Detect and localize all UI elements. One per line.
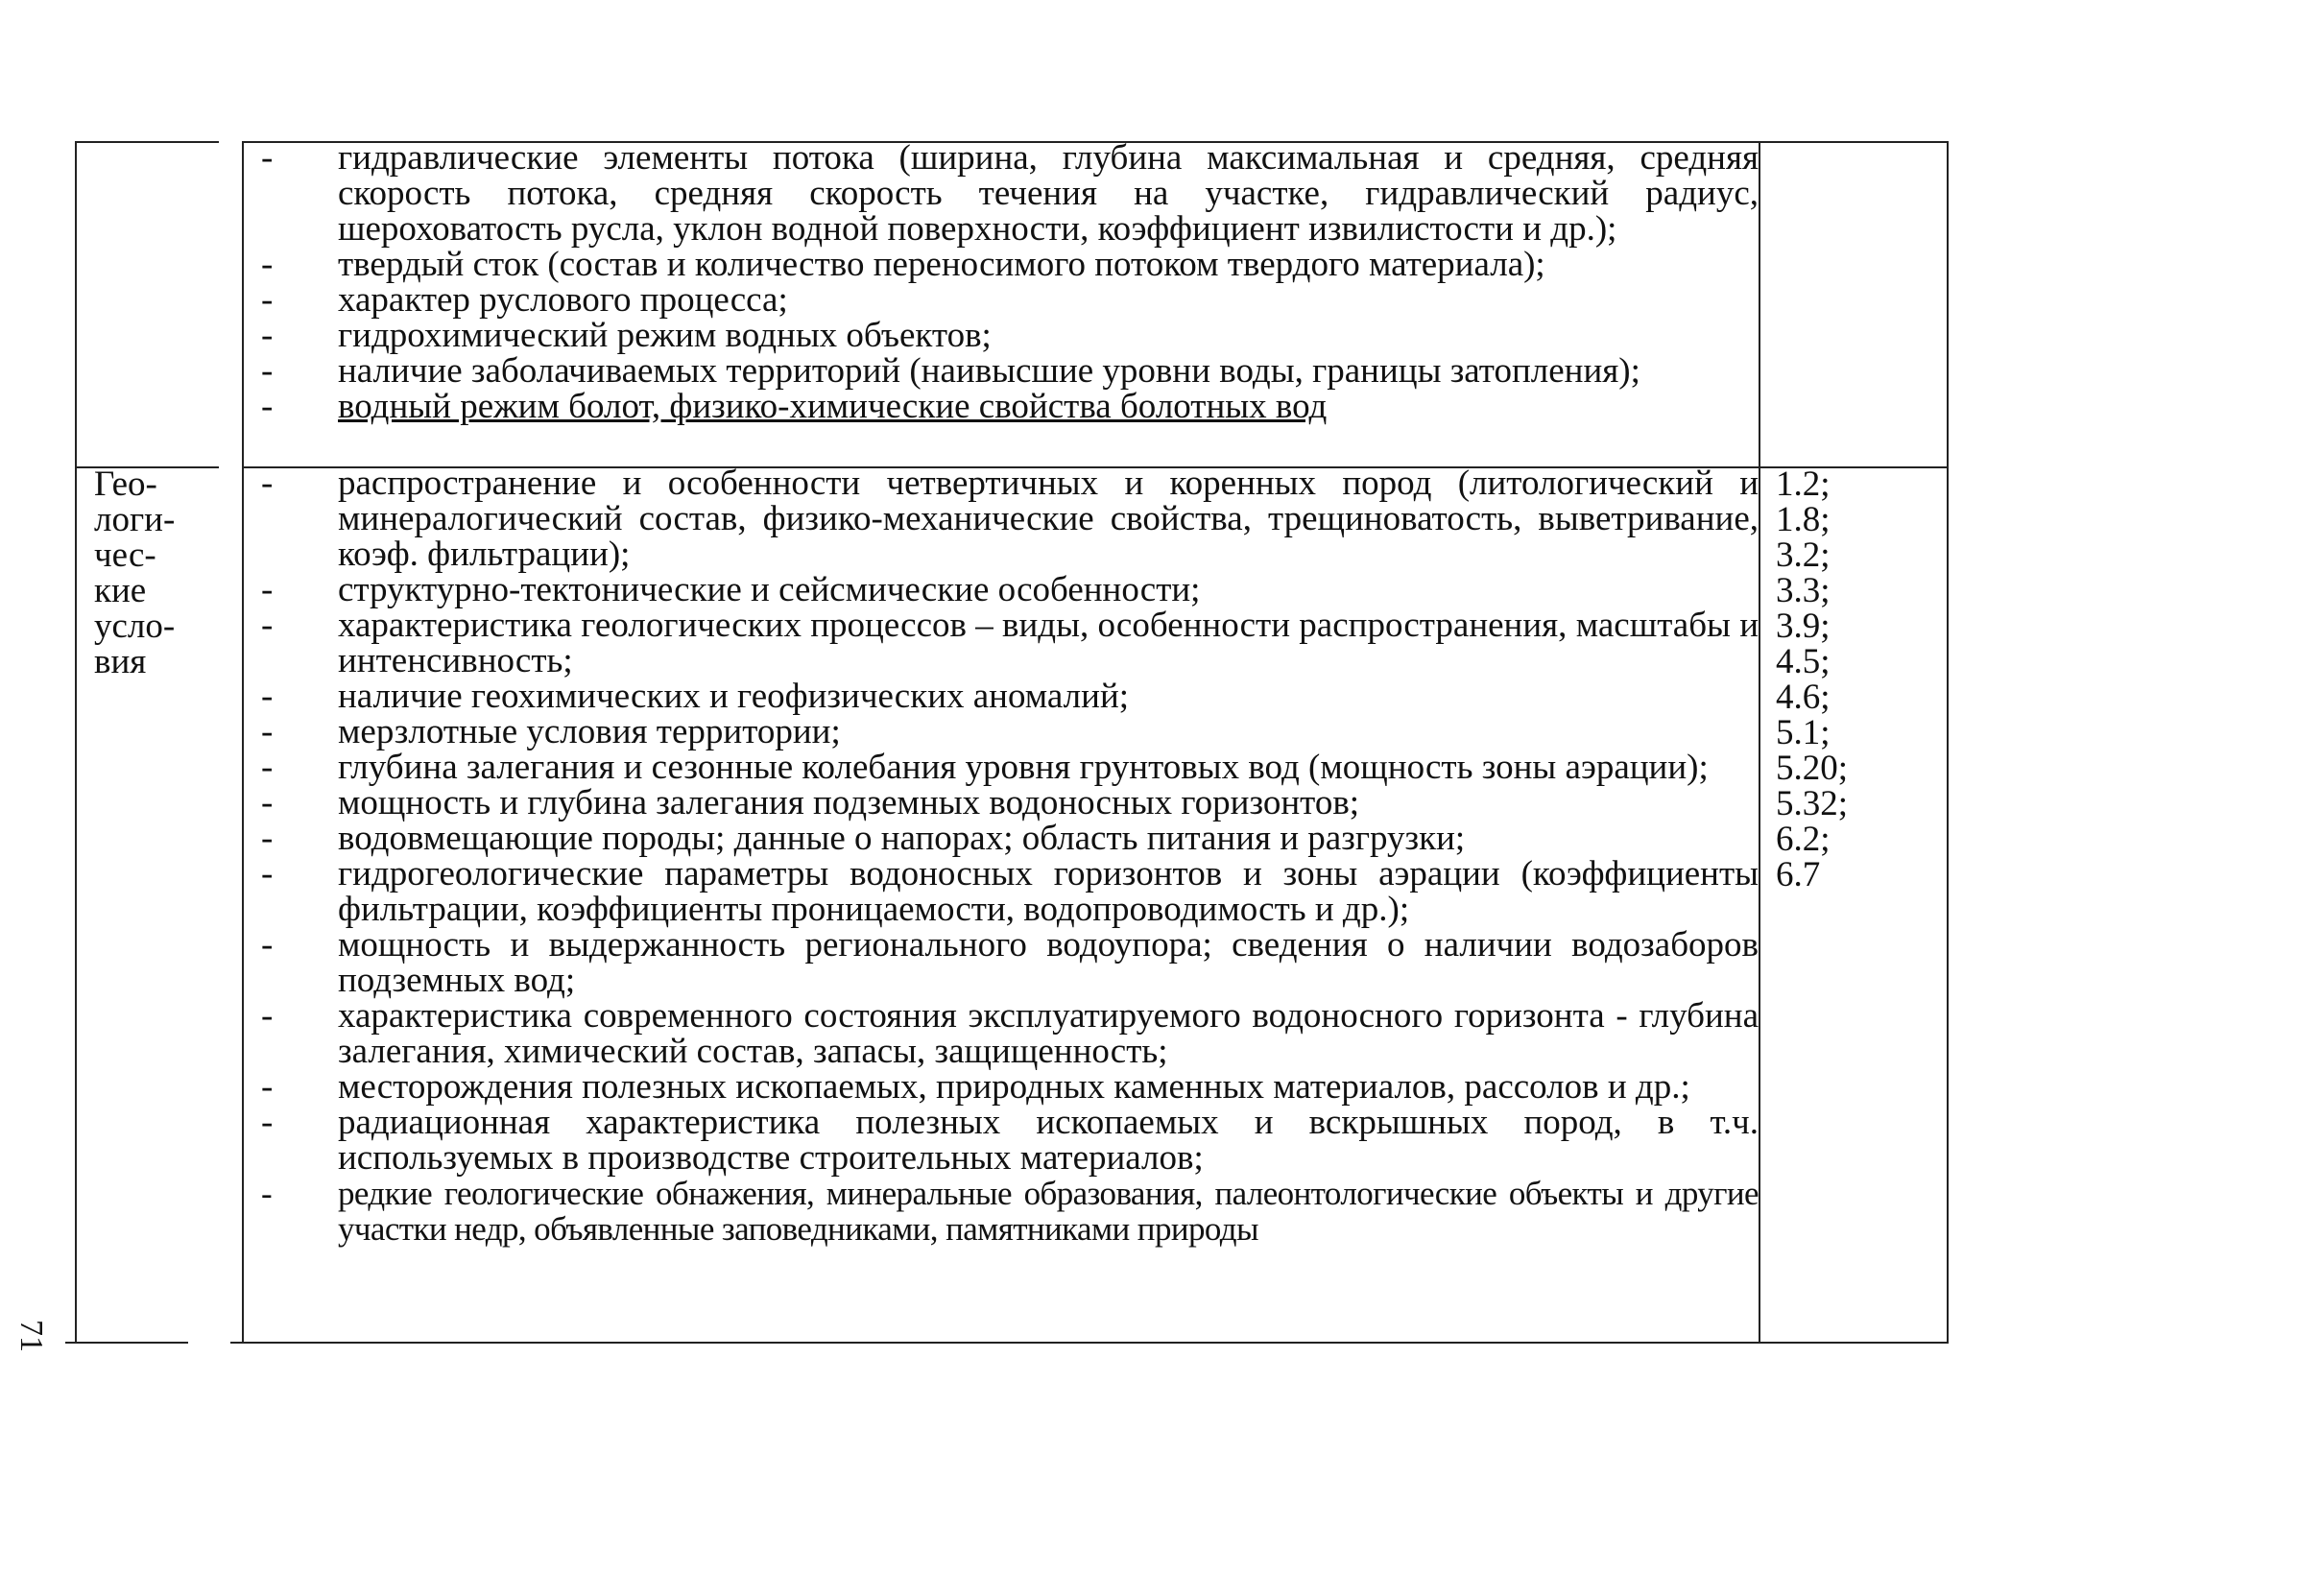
table-top-border-left [75,141,219,143]
list-item-text: водный режим болот, физико-химические свойства болотных вод [338,387,1328,426]
list-item-text: структурно-тектонические и сейсмические особенности; [338,570,1201,609]
list-item: - мощность и выдержанность регионального водоупора; сведения о наличии водозаборов подземных вод; [261,925,1759,1000]
list-item-text: характеристика современного состояния эксплуатируемого водоносного горизонта - глубина залегания, химический состав, запасы, защищенность; [338,996,1759,1071]
reference-number: 4.6; [1776,678,1831,717]
list-item-text: наличие заболачиваемых территорий (наивысшие уровни воды, границы затопления); [338,351,1640,391]
list-item: - распространение и особенности четвертичных и коренных пород (литологический и минералогический состав, физико-механические свойства, трещиноватость, выветривание, коэф. фильтрации); [261,464,1759,574]
list-item: - твердый сток (состав и количество переносимого потоком твердого материала); [261,245,1545,284]
list-item: - наличие геохимических и геофизических аномалий; [261,677,1130,716]
list-item: - гидрогеологические параметры водоносных горизонтов и зоны аэрации (коэффициенты фильтрации, коэффициенты проницаемости, водопроводимость и др.); [261,854,1759,929]
reference-number: 5.1; [1776,713,1831,752]
list-item: - мерзлотные условия территории; [261,712,841,751]
list-item: - гидравлические элементы потока (ширина, глубина максимальная и средняя, средняя скорость потока, средняя скорость течения на участке, гидравлический радиус, шероховатость русла, уклон водной поверхности, коэффициент извилистости и др.); [261,138,1759,249]
reference-number: 3.2; [1776,536,1831,575]
list-item: - характеристика геологических процессов – виды, особенности распространения, масштабы и интенсивность; [261,606,1759,680]
list-item: - структурно-тектонические и сейсмические особенности; [261,570,1201,609]
reference-number: 4.5; [1776,642,1831,681]
table-left-border [75,141,77,1343]
row1-items [261,140,1759,424]
column-divider-2 [1759,141,1760,1343]
list-item: - глубина залегания и сезонные колебания уровня грунтовых вод (мощность зоны аэрации); [261,748,1709,787]
row-label-line: логи- [94,500,176,539]
list-item-text: гидравлические элементы потока (ширина, глубина максимальная и средняя, средняя скорость потока, средняя скорость течения на участке, гидравлический радиус, шероховатость русла, уклон водной поверхности, коэффициент извилистости и др.); [338,138,1759,249]
list-item: - водный режим болот, физико-химические свойства болотных вод [261,387,1328,426]
list-item: - водовмещающие породы; данные о напорах; область питания и разгрузки; [261,819,1466,858]
list-item-text: наличие геохимических и геофизических аномалий; [338,677,1130,716]
list-item: - наличие заболачиваемых территорий (наивысшие уровни воды, границы затопления); [261,351,1640,391]
list-item-text: гидрохимический режим водных объектов; [338,316,992,355]
list-item-text: гидрогеологические параметры водоносных горизонтов и зоны аэрации (коэффициенты фильтрации, коэффициенты проницаемости, водопроводимость и др.); [338,854,1759,929]
list-item-text: характеристика геологических процессов – виды, особенности распространения, масштабы и интенсивность; [338,606,1759,680]
table-right-border [1947,141,1949,1343]
row-label-line: кие [94,571,147,610]
row2-label [94,466,209,679]
row-label-line: Гео- [94,465,157,504]
list-item-text: твердый сток (состав и количество переносимого потоком твердого материала); [338,245,1545,284]
list-item-text: характер руслового процесса; [338,280,788,320]
list-item: - редкие геологические обнажения, минеральные образования, палеонтологические объекты и другие участки недр, объявленные заповедниками, памятниками природы [261,1175,1759,1248]
list-item-text: радиационная характеристика полезных ископаемых и вскрышных пород, в т.ч. используемых в производстве строительных материалов; [338,1103,1759,1178]
list-item: - характер руслового процесса; [261,280,788,320]
reference-number: 1.2; [1776,465,1831,504]
reference-number: 3.3; [1776,571,1831,610]
table-bottom-border-main [230,1342,1949,1344]
list-item: - характеристика современного состояния эксплуатируемого водоносного горизонта - глубина залегания, химический состав, запасы, защищенность; [261,996,1759,1071]
list-item-text: редкие геологические обнажения, минеральные образования, палеонтологические объекты и другие участки недр, объявленные заповедниками, памятниками природы [338,1175,1759,1248]
list-item-text: водовмещающие породы; данные о напорах; область питания и разгрузки; [338,819,1466,858]
list-item: - гидрохимический режим водных объектов; [261,316,992,355]
list-item-text: распространение и особенности четвертичных и коренных пород (литологический и минералогический состав, физико-механические свойства, трещиноватость, выветривание, коэф. фильтрации); [338,464,1759,574]
reference-number: 3.9; [1776,607,1831,646]
list-item-text: глубина залегания и сезонные колебания уровня грунтовых вод (мощность зоны аэрации); [338,748,1709,787]
list-item-text: мерзлотные условия территории; [338,712,841,751]
list-item-text: мощность и глубина залегания подземных водоносных горизонтов; [338,783,1360,822]
list-item: - мощность и глубина залегания подземных водоносных горизонтов; [261,783,1360,822]
row2-items [261,465,1759,1247]
row-label-line: усло- [94,607,176,646]
column-divider-1 [242,141,244,1343]
reference-number: 1.8; [1776,500,1831,539]
list-item: - месторождения полезных ископаемых, природных каменных материалов, рассолов и др.; [261,1067,1690,1107]
reference-number: 6.7 [1776,855,1821,894]
row-label-line: вия [94,642,147,681]
reference-number: 6.2; [1776,820,1831,859]
list-item-text: мощность и выдержанность регионального водоупора; сведения о наличии водозаборов подземных вод; [338,925,1759,1000]
reference-number: 5.32; [1776,784,1849,823]
reference-number: 5.20; [1776,749,1849,788]
row2-references [1776,466,1910,893]
list-item-text: месторождения полезных ископаемых, природных каменных материалов, рассолов и др.; [338,1067,1690,1107]
page-number: 71 [13,1320,49,1352]
table-bottom-border-left [65,1342,188,1344]
row-label-line: чес- [94,536,156,575]
list-item: - радиационная характеристика полезных ископаемых и вскрышных пород, в т.ч. используемых в производстве строительных материалов; [261,1103,1759,1178]
